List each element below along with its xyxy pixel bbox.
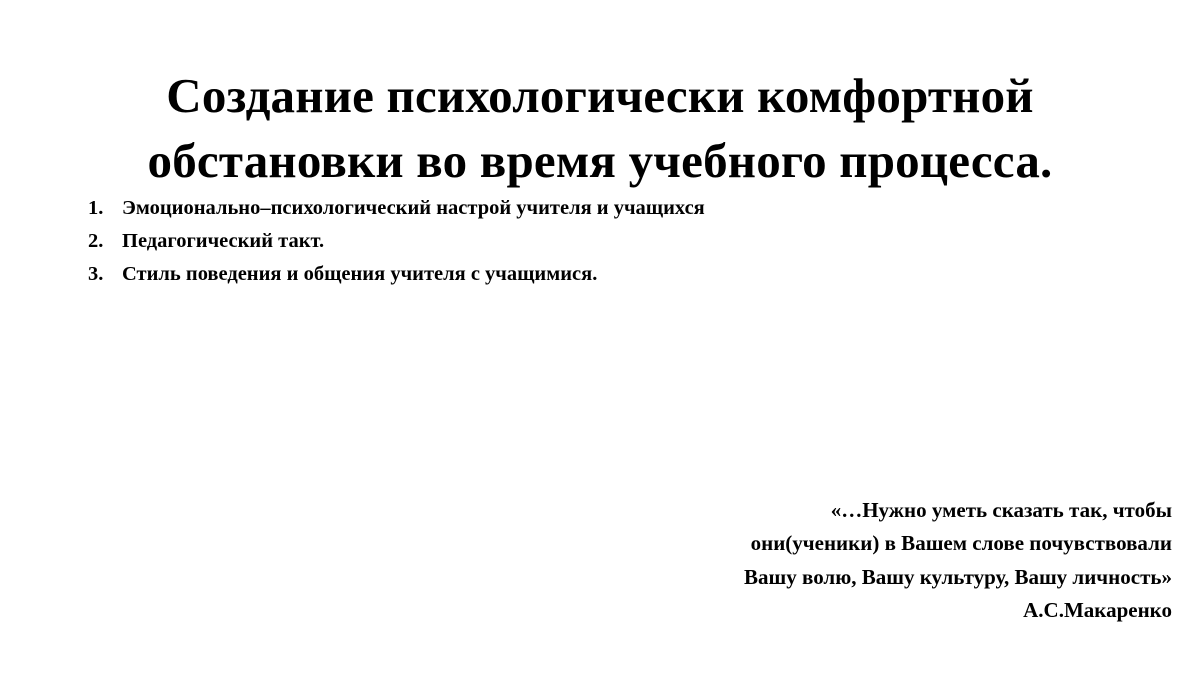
page-title: Создание психологически комфортной обстановки во время учебного процесса. bbox=[147, 67, 1053, 189]
list-item bbox=[88, 258, 1088, 291]
quote-author: А.С.Макаренко bbox=[1023, 597, 1172, 622]
list-item-number: 2. bbox=[88, 230, 104, 253]
list-item bbox=[88, 225, 1088, 258]
quote-line: «…Нужно уметь сказать так, чтобы bbox=[830, 498, 1172, 523]
list-item bbox=[88, 192, 1088, 225]
list-item-number: 3. bbox=[88, 263, 104, 286]
list-item-number: 1. bbox=[88, 197, 104, 219]
numbered-list bbox=[88, 192, 1088, 292]
quote-line: Вашу волю, Вашу культуру, Вашу личность» bbox=[744, 564, 1172, 589]
list-item-label: Стиль поведения и общения учителя с учащимися. bbox=[122, 263, 598, 286]
list-item-label: Эмоционально–психологический настрой учителя и учащихся bbox=[122, 197, 705, 219]
quote-line: они(ученики) в Вашем слове почувствовали bbox=[750, 531, 1172, 556]
quote-block bbox=[572, 494, 1172, 627]
list-item-label: Педагогический такт. bbox=[122, 230, 325, 253]
